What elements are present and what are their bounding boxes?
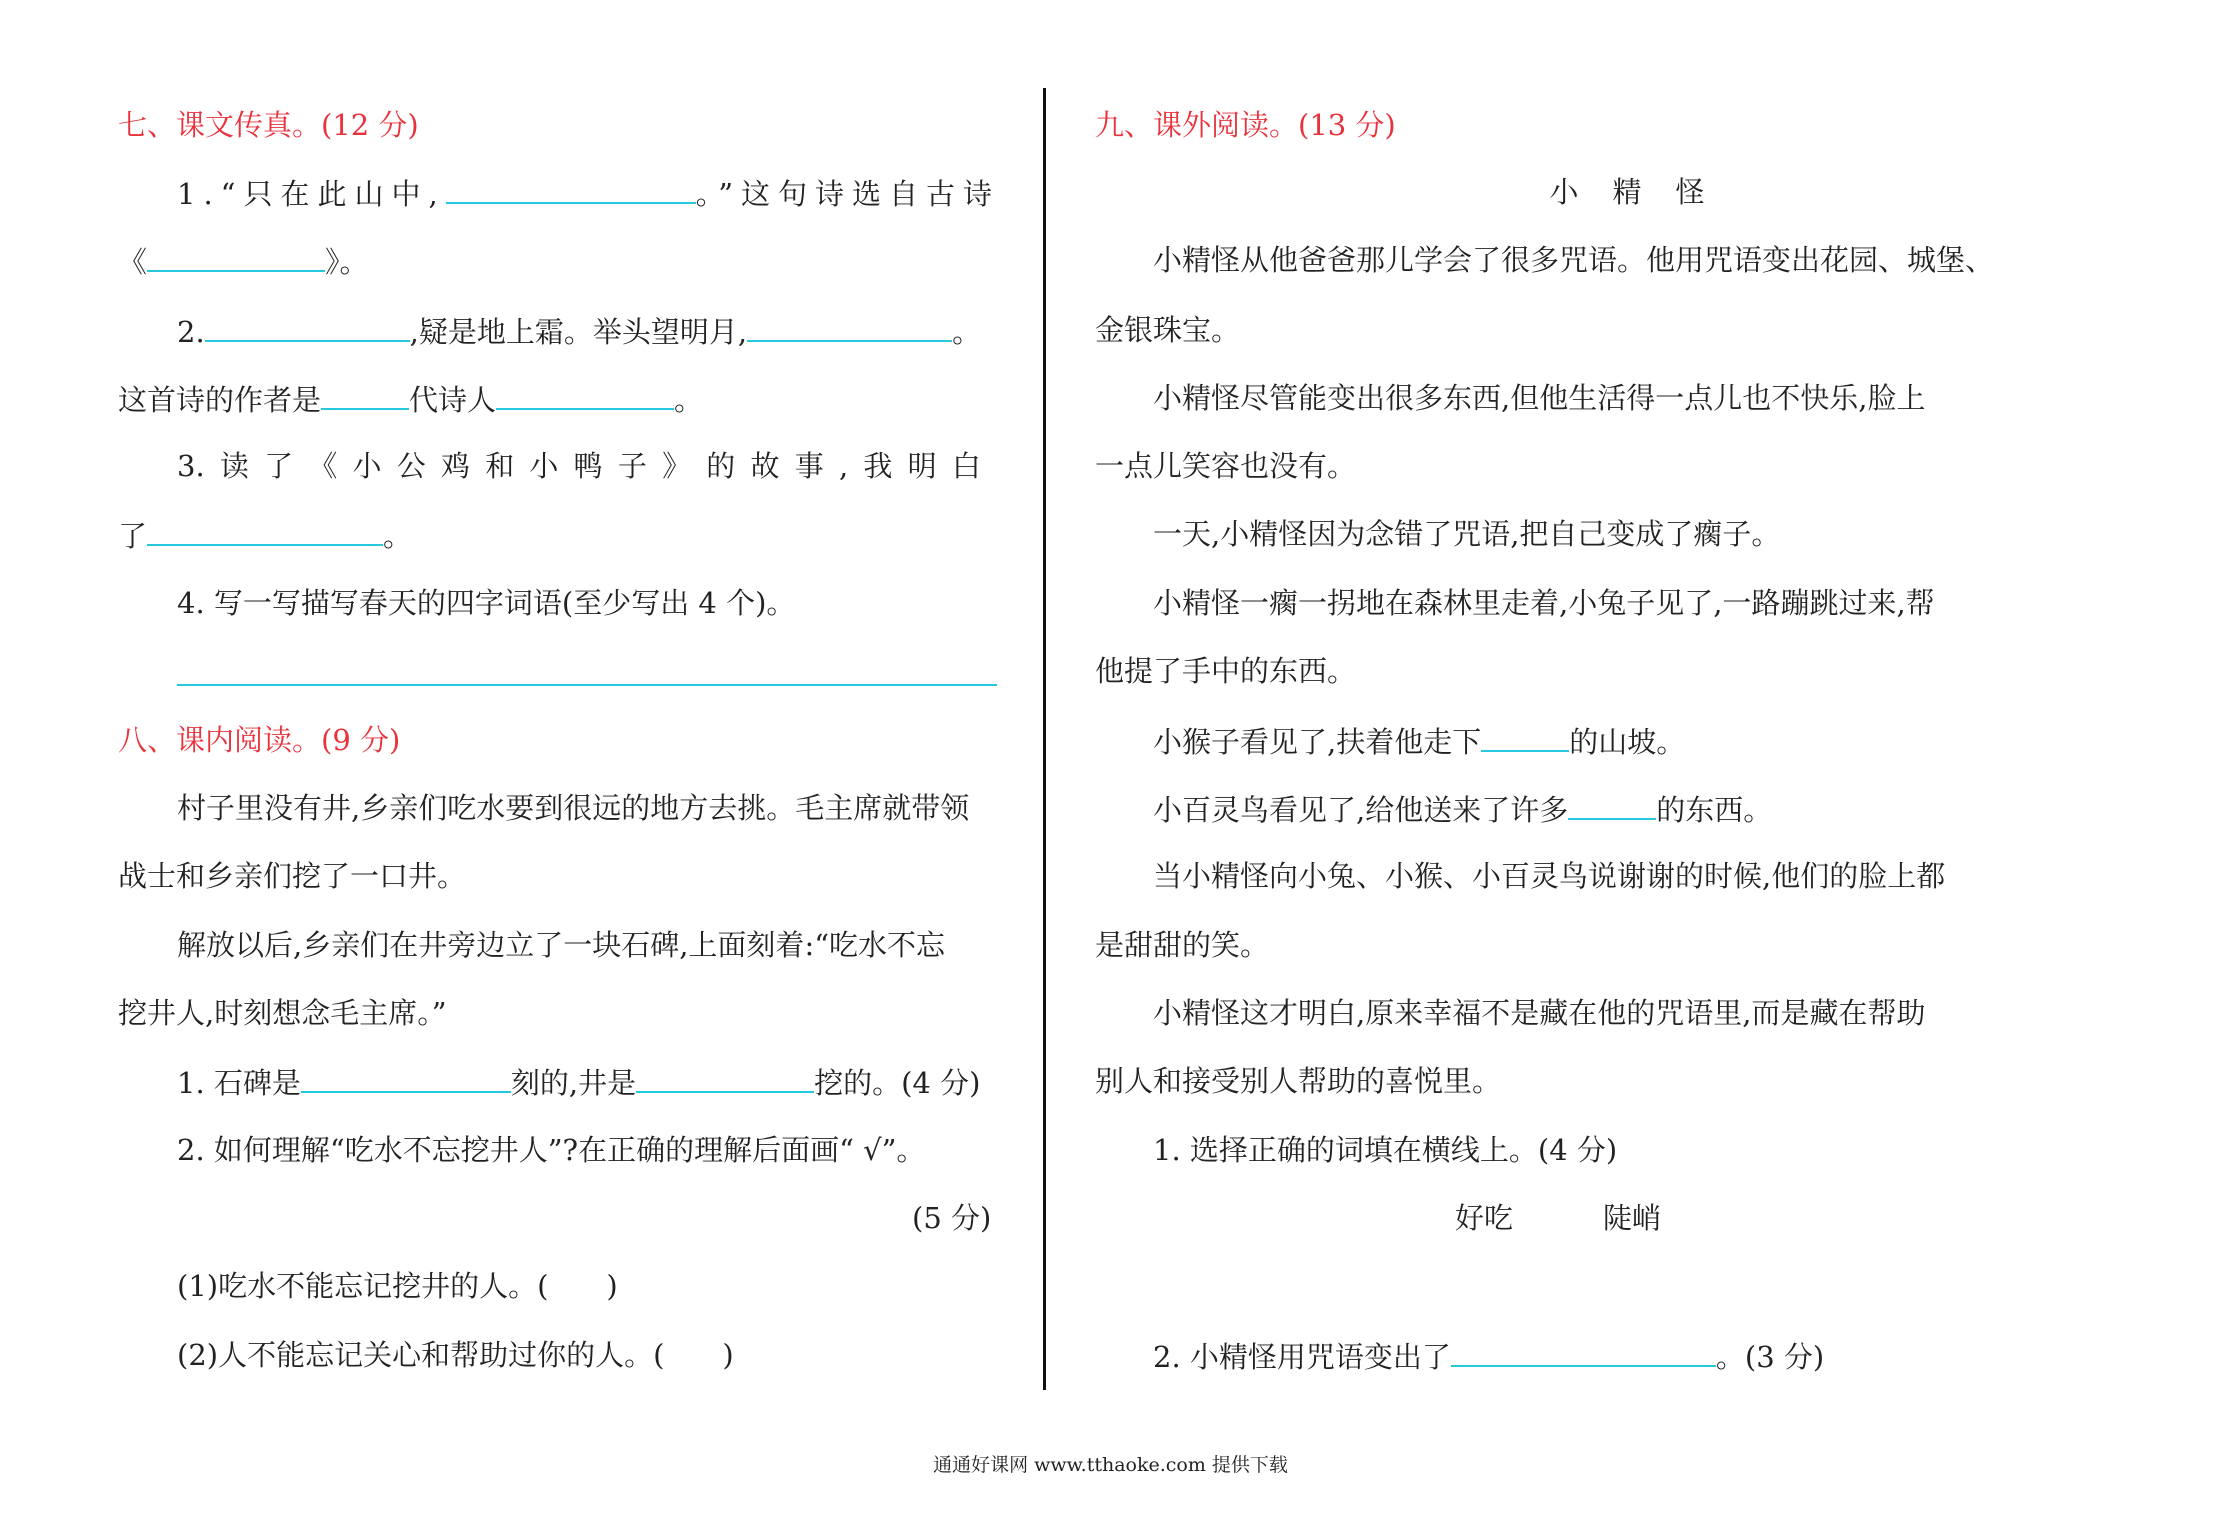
option-1[interactable]: (1)吃水不能忘记挖井的人。( ) bbox=[177, 1269, 618, 1303]
r1-text-b: 刻的,井是 bbox=[510, 1066, 637, 1100]
story-paragraph-7-cont: 是甜甜的笑。 bbox=[1095, 928, 1270, 962]
p6-text-b: 的东西。 bbox=[1656, 793, 1773, 827]
story-paragraph-6 bbox=[1153, 788, 1772, 830]
question-1-line bbox=[177, 172, 1000, 214]
story-paragraph-5 bbox=[1153, 720, 1685, 762]
q3-text-c: 。 bbox=[383, 519, 413, 553]
story-paragraph-1: 小精怪从他爸爸那儿学会了很多咒语。他用咒语变出花园、城堡、 bbox=[1153, 243, 1995, 277]
q2-text-c: 。 bbox=[952, 315, 982, 349]
story-paragraph-1-cont: 金银珠宝。 bbox=[1095, 313, 1241, 347]
passage-paragraph-2: 解放以后,乡亲们在井旁边立了一块石碑,上面刻着:“吃水不忘 bbox=[177, 928, 946, 962]
p6-blank[interactable] bbox=[1568, 788, 1656, 820]
r1-text-c: 挖的。(4 分) bbox=[814, 1066, 981, 1100]
story-paragraph-3: 一天,小精怪因为念错了咒语,把自己变成了瘸子。 bbox=[1153, 517, 1781, 551]
reading-question-2-score: (5 分) bbox=[912, 1201, 992, 1235]
q1-text-c: 《 bbox=[118, 245, 148, 279]
question-3-line-2 bbox=[118, 514, 412, 556]
q2-text-b: ,疑是地上霜。举头望明月, bbox=[409, 315, 748, 349]
question-4: 4. 写一写描写春天的四字词语(至少写出 4 个)。 bbox=[177, 586, 796, 620]
story-question-2 bbox=[1153, 1335, 1824, 1377]
r1-blank-2[interactable] bbox=[636, 1061, 814, 1093]
sq2-text-a: 2. 小精怪用咒语变出了 bbox=[1153, 1340, 1451, 1374]
question-3-line: 3. 读 了 《 小 公 鸡 和 小 鸭 子 》 的 故 事 , 我 明 白 bbox=[177, 449, 981, 483]
story-paragraph-4-cont: 他提了手中的东西。 bbox=[1095, 654, 1357, 688]
left-column bbox=[0, 0, 1045, 1536]
q4-answer-line[interactable] bbox=[177, 684, 997, 686]
sq2-text-b: 。(3 分) bbox=[1715, 1340, 1825, 1374]
word-choice-2: 陡峭 bbox=[1603, 1201, 1662, 1235]
story-paragraph-8: 小精怪这才明白,原来幸福不是藏在他的咒语里,而是藏在帮助 bbox=[1153, 996, 1926, 1030]
story-paragraph-4: 小精怪一瘸一拐地在森林里走着,小兔子见了,一路蹦跳过来,帮 bbox=[1153, 586, 1935, 620]
story-title: 小精怪 bbox=[1549, 175, 1739, 209]
q1-blank-2[interactable] bbox=[147, 240, 325, 272]
q1-text-d: 》。 bbox=[325, 245, 369, 279]
q1-blank-1[interactable] bbox=[446, 172, 696, 204]
q2-text-f: 。 bbox=[674, 383, 704, 417]
passage-paragraph-1: 村子里没有井,乡亲们吃水要到很远的地方去挑。毛主席就带领 bbox=[177, 791, 970, 825]
story-paragraph-7: 当小精怪向小兔、小猴、小百灵鸟说谢谢的时候,他们的脸上都 bbox=[1153, 859, 1946, 893]
option-2[interactable]: (2)人不能忘记关心和帮助过你的人。( ) bbox=[177, 1338, 734, 1372]
q1-text-a: 1.“只在此山中, bbox=[177, 177, 446, 211]
q2-text-a: 2. bbox=[177, 315, 205, 349]
q3-text-b: 了 bbox=[118, 519, 148, 553]
q2-blank-1[interactable] bbox=[205, 310, 410, 342]
q2-text-d: 这首诗的作者是 bbox=[118, 383, 322, 417]
question-2-line bbox=[177, 310, 981, 352]
story-paragraph-2-cont: 一点儿笑容也没有。 bbox=[1095, 449, 1357, 483]
reading-question-2: 2. 如何理解“吃水不忘挖井人”?在正确的理解后面画“ √”。 bbox=[177, 1133, 926, 1167]
section-7-title: 七、课文传真。(12 分) bbox=[118, 108, 419, 142]
q2-blank-3[interactable] bbox=[321, 378, 409, 410]
passage-paragraph-1-cont: 战士和乡亲们挖了一口井。 bbox=[118, 859, 467, 893]
section-8-title: 八、课内阅读。(9 分) bbox=[118, 723, 401, 757]
r1-blank-1[interactable] bbox=[301, 1061, 511, 1093]
word-choice-1: 好吃 bbox=[1455, 1201, 1514, 1235]
r1-text-a: 1. 石碑是 bbox=[177, 1066, 301, 1100]
question-2-line-2 bbox=[118, 378, 703, 420]
story-paragraph-8-cont: 别人和接受别人帮助的喜悦里。 bbox=[1095, 1064, 1502, 1098]
p5-text-a: 小猴子看见了,扶着他走下 bbox=[1153, 725, 1482, 759]
q2-blank-4[interactable] bbox=[496, 378, 674, 410]
section-9-title: 九、课外阅读。(13 分) bbox=[1095, 108, 1396, 142]
q3-blank[interactable] bbox=[147, 514, 383, 546]
p5-text-b: 的山坡。 bbox=[1569, 725, 1686, 759]
p6-text-a: 小百灵鸟看见了,给他送来了许多 bbox=[1153, 793, 1569, 827]
passage-paragraph-2-cont: 挖井人,时刻想念毛主席。” bbox=[118, 996, 447, 1030]
q2-blank-2[interactable] bbox=[747, 310, 952, 342]
story-paragraph-2: 小精怪尽管能变出很多东西,但他生活得一点儿也不快乐,脸上 bbox=[1153, 381, 1926, 415]
p5-blank[interactable] bbox=[1481, 720, 1569, 752]
story-question-1: 1. 选择正确的词填在横线上。(4 分) bbox=[1153, 1133, 1618, 1167]
question-1-line-2 bbox=[118, 240, 369, 282]
right-column bbox=[1045, 0, 2221, 1536]
footer-credit: 通通好课网 www.tthaoke.com 提供下载 bbox=[933, 1454, 1288, 1476]
q2-text-e: 代诗人 bbox=[409, 383, 497, 417]
sq2-blank[interactable] bbox=[1451, 1335, 1716, 1367]
q1-text-b: 。”这句诗选自古诗 bbox=[695, 177, 1001, 211]
reading-question-1 bbox=[177, 1061, 980, 1103]
